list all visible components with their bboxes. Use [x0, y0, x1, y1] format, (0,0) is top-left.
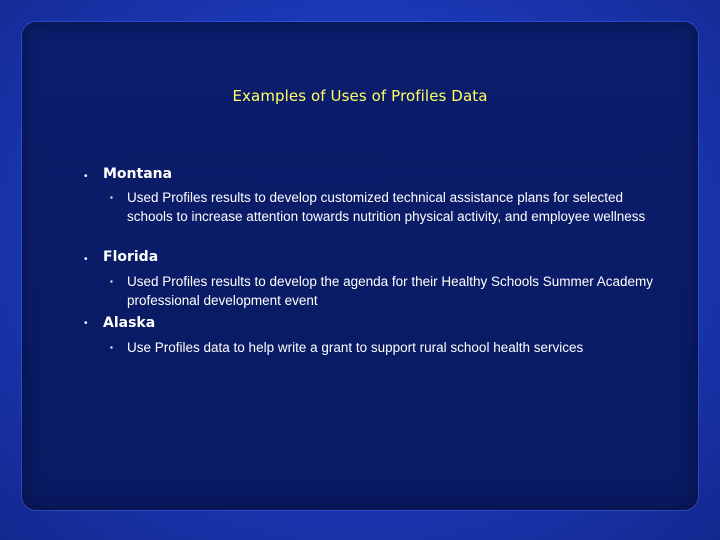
item-heading: Montana	[103, 166, 173, 182]
item-detail: Used Profiles results to develop customized technical assistance plans for selected schools to increase attention towards nutrition physical activity, and employee wellness	[127, 190, 646, 224]
bullet-icon: •	[84, 171, 88, 182]
item-detail: Use Profiles data to help write a grant to support rural school health services	[127, 340, 584, 355]
sub-bullet-icon: ▪	[110, 193, 113, 202]
bullet-icon: •	[84, 254, 88, 265]
slide-title: Examples of Uses of Profiles Data	[232, 87, 488, 105]
sub-bullet-icon: ▪	[110, 277, 113, 286]
item-heading: Florida	[103, 249, 159, 265]
sub-bullet-icon: ▪	[110, 343, 113, 352]
item-heading: Alaska	[103, 315, 156, 331]
bullet-icon: •	[84, 318, 88, 329]
item-detail: Used Profiles results to develop the agenda for their Healthy Schools Summer Academy professional development event	[127, 274, 654, 308]
